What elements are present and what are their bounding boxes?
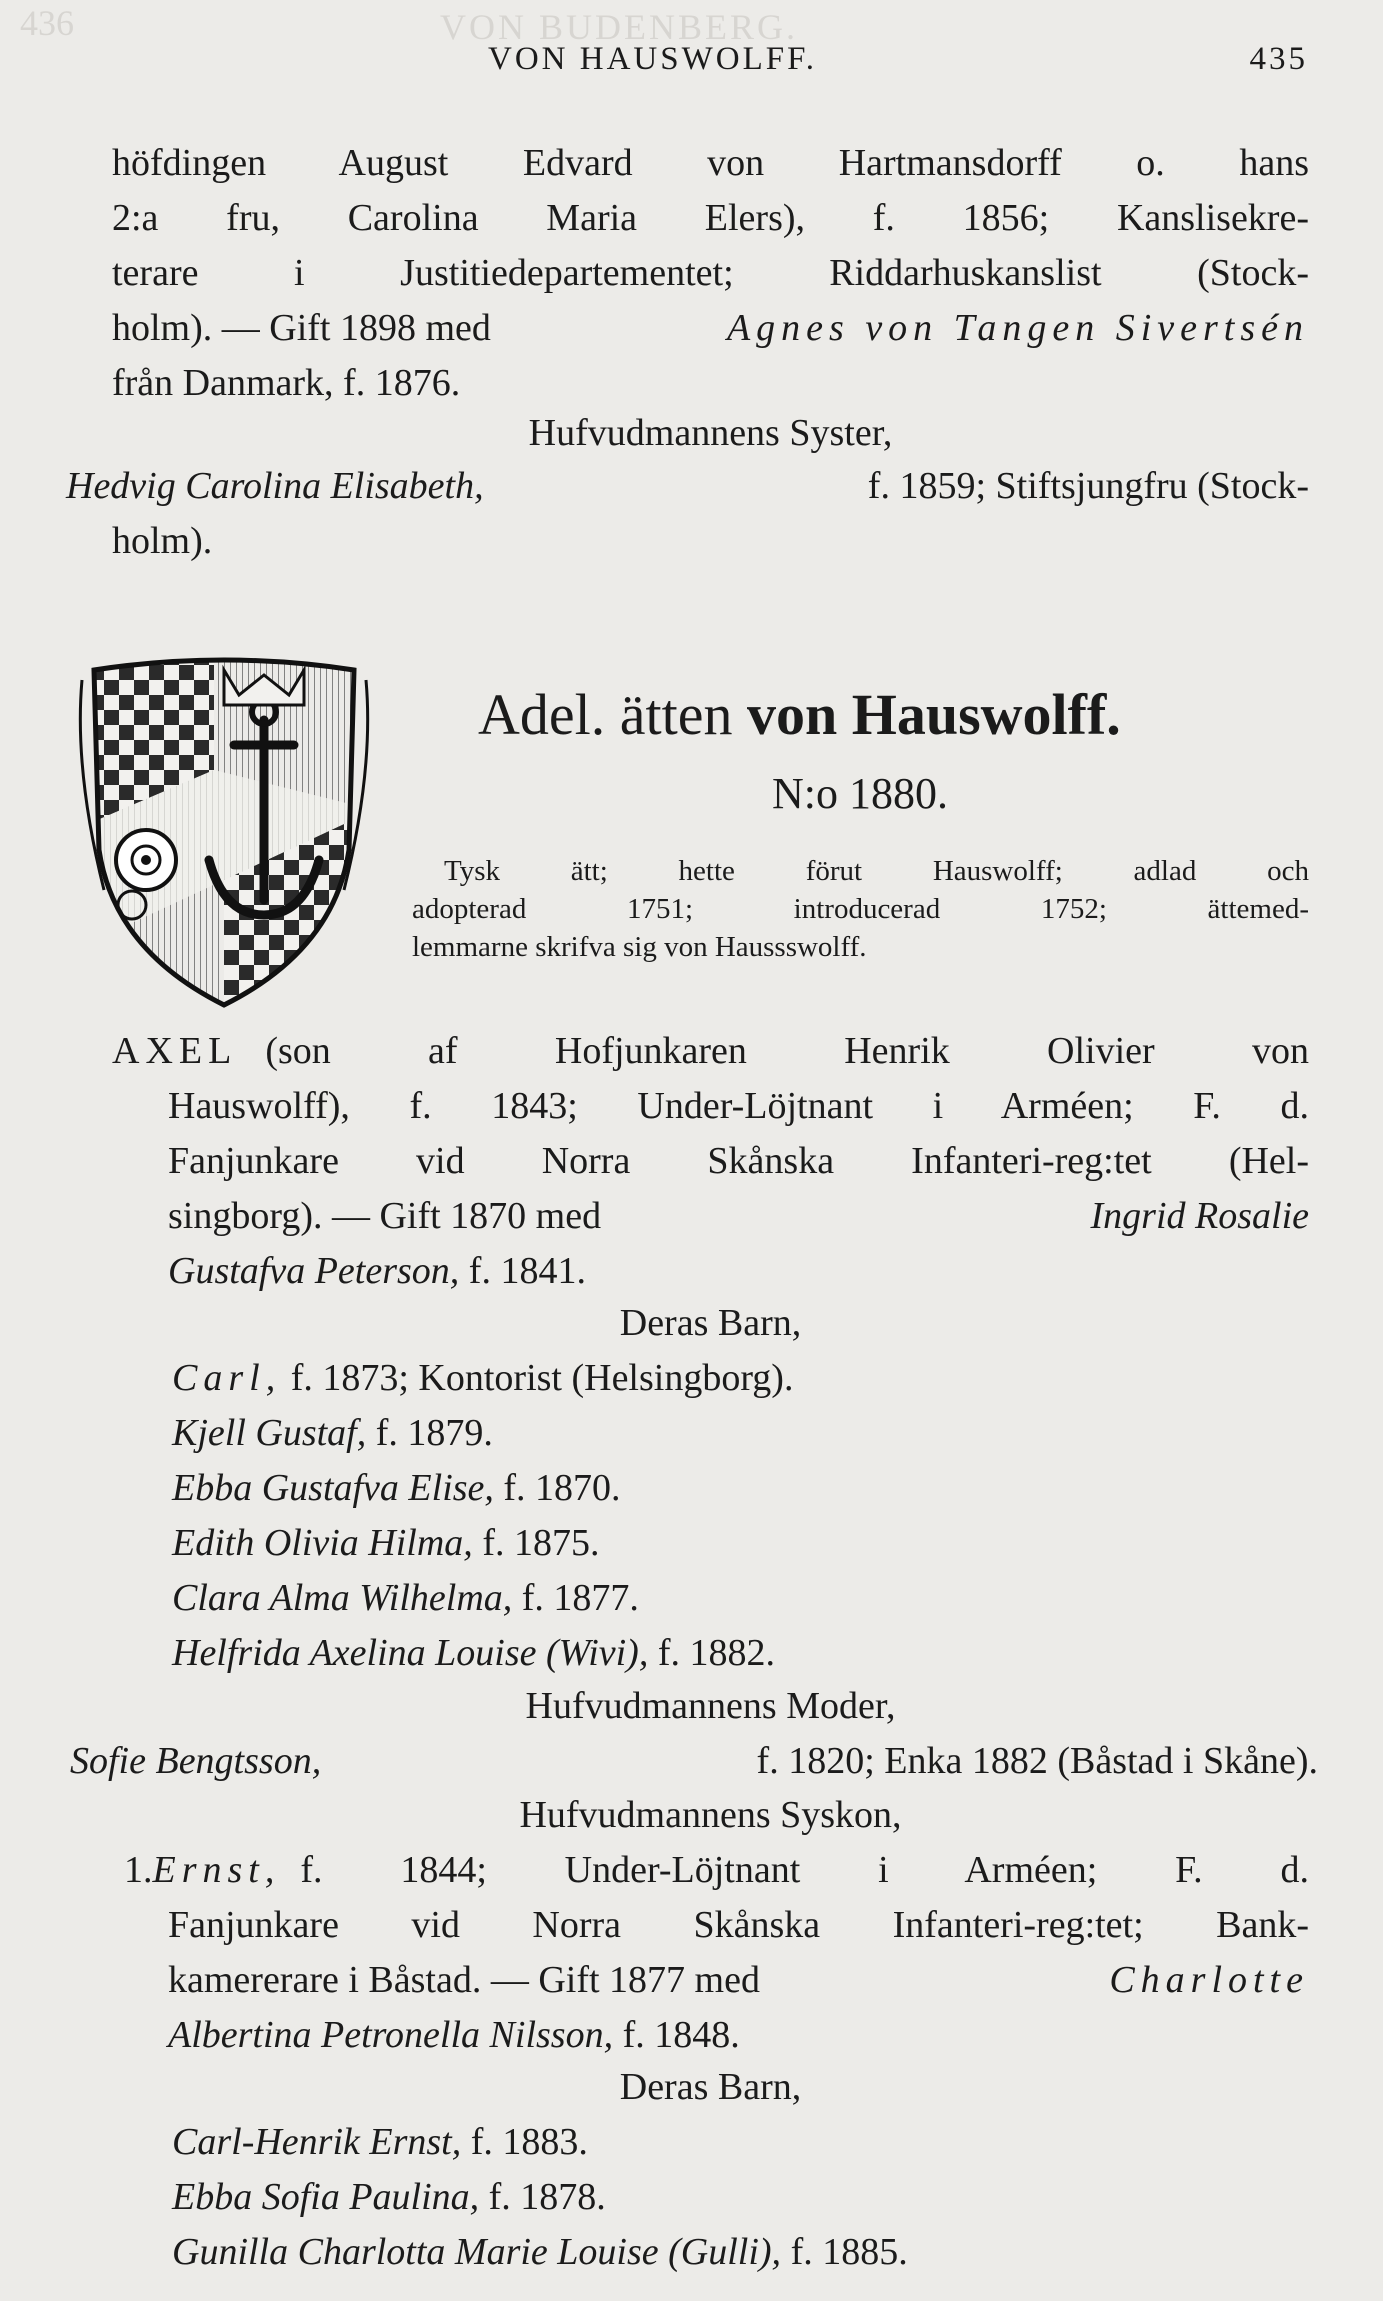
mother-line <box>70 1738 1318 1784</box>
mother-name: Sofie Bengtsson, <box>70 1740 322 1782</box>
child-entry <box>172 1575 639 1621</box>
sibling-line-4 <box>168 2012 740 2058</box>
intro-line-1: höfdingen August Edvard von Hartmansdorff o. hans <box>112 142 1309 184</box>
running-title: VON HAUSWOLFF. <box>488 41 818 77</box>
sibling-child-name: Ebba Sofia Paulina, <box>172 2176 480 2218</box>
sibling-spouse-birth: f. 1848. <box>622 2014 740 2056</box>
mother-details: f. 1820; Enka 1882 (Båstad i Skåne). <box>756 1740 1318 1782</box>
child-name: Clara Alma Wilhelma, <box>172 1577 513 1619</box>
sibling-name: Ernst, <box>152 1849 281 1891</box>
sister-heading: Hufvudmannens Syster, <box>528 412 893 454</box>
child-details: f. 1877. <box>521 1577 639 1619</box>
child-entry <box>172 1410 493 1456</box>
head-spouse-birth: f. 1841. <box>468 1250 586 1292</box>
child-details: f. 1879. <box>375 1412 493 1454</box>
family-description-1: Tysk ätt; hette förut Hauswolff; adlad och <box>444 855 1309 887</box>
family-title <box>478 682 1121 748</box>
child-name: Carl, <box>172 1357 282 1399</box>
sibling-child-details: f. 1883. <box>470 2121 588 2163</box>
child-name: Helfrida Axelina Louise (Wivi), <box>172 1632 649 1674</box>
sibling-line-2: Fanjunkare vid Norra Skånska Infanteri-reg:tet; Bank- <box>168 1904 1309 1946</box>
ghost-page-number: 436 <box>20 3 74 43</box>
sibling-number: 1. <box>124 1849 153 1891</box>
head-line-2: Hauswolff), f. 1843; Under-Löjtnant i Arméen; F. d. <box>168 1085 1309 1127</box>
head-spouse-last: Gustafva Peterson, <box>168 1250 460 1292</box>
sibling-line-1 <box>124 1847 1309 1893</box>
spouse-name: Agnes von Tangen Sivertsén <box>726 307 1309 349</box>
head-parent: (son af Hofjunkaren Henrik Olivier von <box>265 1030 1309 1072</box>
sister-line-2: holm). <box>112 520 213 562</box>
head-line-3: Fanjunkare vid Norra Skånska Infanteri-reg:tet (Hel- <box>168 1140 1309 1182</box>
children-heading: Deras Barn, <box>619 1302 802 1344</box>
family-number: N:o 1880. <box>772 769 948 818</box>
page-number: 435 <box>1249 41 1308 77</box>
family-title-prefix: Adel. ätten <box>478 682 733 747</box>
head-line-1 <box>112 1028 1309 1074</box>
intro-line-4-text: holm). — Gift 1898 med <box>112 307 491 349</box>
head-marriage: singborg). — Gift 1870 med <box>168 1195 602 1237</box>
head-line-4 <box>168 1193 1309 1239</box>
child-entry <box>172 1355 793 1401</box>
sibling-details: f. 1844; Under-Löjtnant i Arméen; F. d. <box>300 1849 1309 1891</box>
sibling-children-heading: Deras Barn, <box>619 2066 802 2108</box>
sibling-child-entry <box>172 2174 606 2220</box>
sibling-child-name: Carl-Henrik Ernst, <box>172 2121 462 2163</box>
child-entry <box>172 1630 775 1676</box>
family-description-2: adopterad 1751; introducerad 1752; ättemed- <box>412 893 1309 925</box>
sister-line-1 <box>66 463 1309 509</box>
child-name: Edith Olivia Hilma, <box>172 1522 473 1564</box>
coat-of-arms-icon <box>74 650 374 1012</box>
mother-heading: Hufvudmannens Moder, <box>525 1685 896 1727</box>
intro-line-5: från Danmark, f. 1876. <box>112 362 461 404</box>
head-line-5 <box>168 1248 586 1294</box>
sibling-child-entry <box>172 2119 588 2165</box>
intro-line-3: terare i Justitiedepartementet; Riddarhuskanslist (Stock- <box>112 252 1309 294</box>
sibling-spouse-first: Charlotte <box>1109 1959 1309 2001</box>
child-entry <box>172 1520 599 1566</box>
sibling-spouse-last: Albertina Petronella Nilsson, <box>168 2014 614 2056</box>
sister-name: Hedvig Carolina Elisabeth, <box>66 465 484 507</box>
intro-line-2: 2:a fru, Carolina Maria Elers), f. 1856; Kanslisekre- <box>112 197 1309 239</box>
head-name: AXEL <box>112 1030 238 1072</box>
sibling-line-3 <box>168 1957 1309 2003</box>
sibling-child-name: Gunilla Charlotta Marie Louise (Gulli), <box>172 2231 782 2273</box>
child-details: f. 1870. <box>503 1467 621 1509</box>
family-description-3: lemmarne skrifva sig von Haussswolff. <box>412 931 867 963</box>
child-details: f. 1873; Kontorist (Helsingborg). <box>290 1357 794 1399</box>
ghost-running-title: VON BUDENBERG. <box>440 7 799 47</box>
family-title-name: von Hauswolff. <box>746 682 1121 747</box>
child-name: Ebba Gustafva Elise, <box>172 1467 494 1509</box>
child-entry <box>172 1465 621 1511</box>
sibling-child-entry <box>172 2229 908 2275</box>
siblings-heading: Hufvudmannens Syskon, <box>519 1794 902 1836</box>
sibling-marriage: kamererare i Båstad. — Gift 1877 med <box>168 1959 760 2001</box>
head-spouse-first: Ingrid Rosalie <box>1090 1195 1309 1237</box>
intro-line-4 <box>112 305 1309 351</box>
sister-details: f. 1859; Stiftsjungfru (Stock- <box>867 465 1309 507</box>
sibling-child-details: f. 1878. <box>488 2176 606 2218</box>
child-details: f. 1882. <box>657 1632 775 1674</box>
child-name: Kjell Gustaf, <box>172 1412 367 1454</box>
sibling-child-details: f. 1885. <box>790 2231 908 2273</box>
child-details: f. 1875. <box>482 1522 600 1564</box>
